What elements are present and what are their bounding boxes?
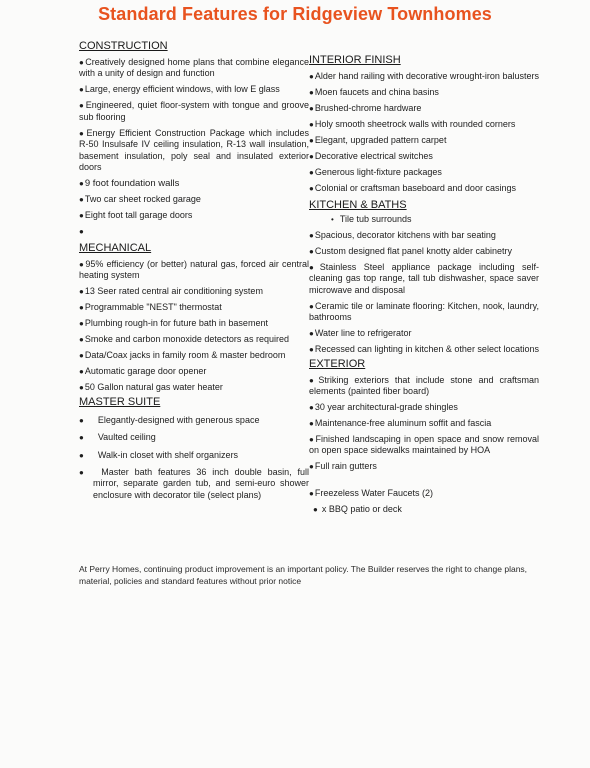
list-item xyxy=(309,477,539,483)
list-item: ●Decorative electrical switches xyxy=(309,151,433,161)
list-item: ●Water line to refrigerator xyxy=(309,328,412,339)
right-column xyxy=(309,40,539,520)
interior-finish-heading: INTERIOR FINISH xyxy=(309,54,401,66)
list-item: ●Smoke and carbon monoxide detectors as required xyxy=(79,334,289,345)
list-item: ●13 Seer rated central air conditioning system xyxy=(79,286,263,297)
list-item: ● xyxy=(79,227,84,237)
list-item: ● Master bath features 36 inch double basin, full mirror, separate garden tub, and semi-euro shower enclosure with decorator tile (select plans) xyxy=(79,467,309,500)
list-item: ●Plumbing rough-in for future bath in basement xyxy=(79,318,268,329)
master-suite-list xyxy=(79,415,309,501)
list-item: ●Moen faucets and china basins xyxy=(309,87,439,97)
list-item: ● Vaulted ceiling xyxy=(79,432,156,443)
list-item: ●Brushed-chrome hardware xyxy=(309,103,422,113)
list-item: ●Freezeless Water Faucets (2) xyxy=(309,488,434,499)
list-item: ●Alder hand railing with decorative wrought-iron balusters xyxy=(309,71,539,81)
list-item: ●30 year architectural-grade shingles xyxy=(309,402,458,413)
page-title: Standard Features for Ridgeview Townhomes xyxy=(98,4,492,24)
list-item: ●Automatic garage door opener xyxy=(79,366,207,377)
list-item: ●9 foot foundation walls xyxy=(79,178,180,190)
kitchen-baths-heading: KITCHEN & BATHS xyxy=(309,199,407,211)
exterior-heading: EXTERIOR xyxy=(309,357,366,370)
list-item: ●Creatively designed home plans that combine elegance with a unity of design and function xyxy=(79,57,309,79)
master-suite-heading: MASTER SUITE xyxy=(79,395,161,408)
list-item: ●Recessed can lighting in kitchen & other select locations xyxy=(309,344,539,355)
list-item: ● Walk-in closet with shelf organizers xyxy=(79,449,239,460)
list-item: ●50 Gallon natural gas water heater xyxy=(79,382,223,393)
list-item: ● x BBQ patio or deck xyxy=(313,504,402,515)
list-item: ●Eight foot tall garage doors xyxy=(79,210,193,221)
list-item: ●Stainless Steel appliance package including self-cleaning gas top range, tall tub dishwasher, space saver microwave and disposal xyxy=(309,262,539,295)
list-item: • Tile tub surrounds xyxy=(331,214,412,224)
list-item: ●Custom designed flat panel knotty alder cabinetry xyxy=(309,246,512,256)
list-item: ●Colonial or craftsman baseboard and door casings xyxy=(309,183,516,193)
list-item: ●Engineered, quiet floor-system with tongue and groove sub flooring xyxy=(79,100,309,122)
list-item: ●Programmable "NEST" thermostat xyxy=(79,302,222,313)
list-item: ●Striking exteriors that include stone and craftsman elements (painted fiber board) xyxy=(309,374,539,397)
list-item: ●Maintenance-free aluminum soffit and fascia xyxy=(309,418,492,429)
list-item: ●95% efficiency (or better) natural gas, forced air central heating system xyxy=(79,259,309,281)
list-item: ●Energy Efficient Construction Package which includes R-50 Insulsafe IV ceiling insulation, R-13 wall insulation, basement insulation, poly seal and insulated exterior doors xyxy=(79,127,309,173)
left-column xyxy=(79,40,309,506)
list-item: ●Data/Coax jacks in family room & master bedroom xyxy=(79,350,286,361)
list-item: ●Spacious, decorator kitchens with bar seating xyxy=(309,230,496,240)
list-item: ●Large, energy efficient windows, with low E glass xyxy=(79,84,280,95)
list-item: ●Ceramic tile or laminate flooring: Kitchen, nook, laundry, bathrooms xyxy=(309,300,539,323)
list-item: ●Finished landscaping in open space and snow removal on open space sidewalks maintained by HOA xyxy=(309,434,539,456)
list-item: ●Generous light-fixture packages xyxy=(309,167,442,177)
list-item: ●Two car sheet rocked garage xyxy=(79,194,201,205)
disclaimer-note: At Perry Homes, continuing product improvement is an important policy. The Builder reserves the right to change plans, material, policies and standard features without prior notice xyxy=(79,564,528,586)
mechanical-heading: MECHANICAL xyxy=(79,242,152,255)
construction-heading: CONSTRUCTION xyxy=(79,40,168,52)
list-item: ●Full rain gutters xyxy=(309,461,377,472)
list-item: ●Holy smooth sheetrock walls with rounded corners xyxy=(309,119,516,129)
list-item: ● Elegantly-designed with generous space xyxy=(79,414,260,425)
list-item: ●Elegant, upgraded pattern carpet xyxy=(309,135,447,145)
